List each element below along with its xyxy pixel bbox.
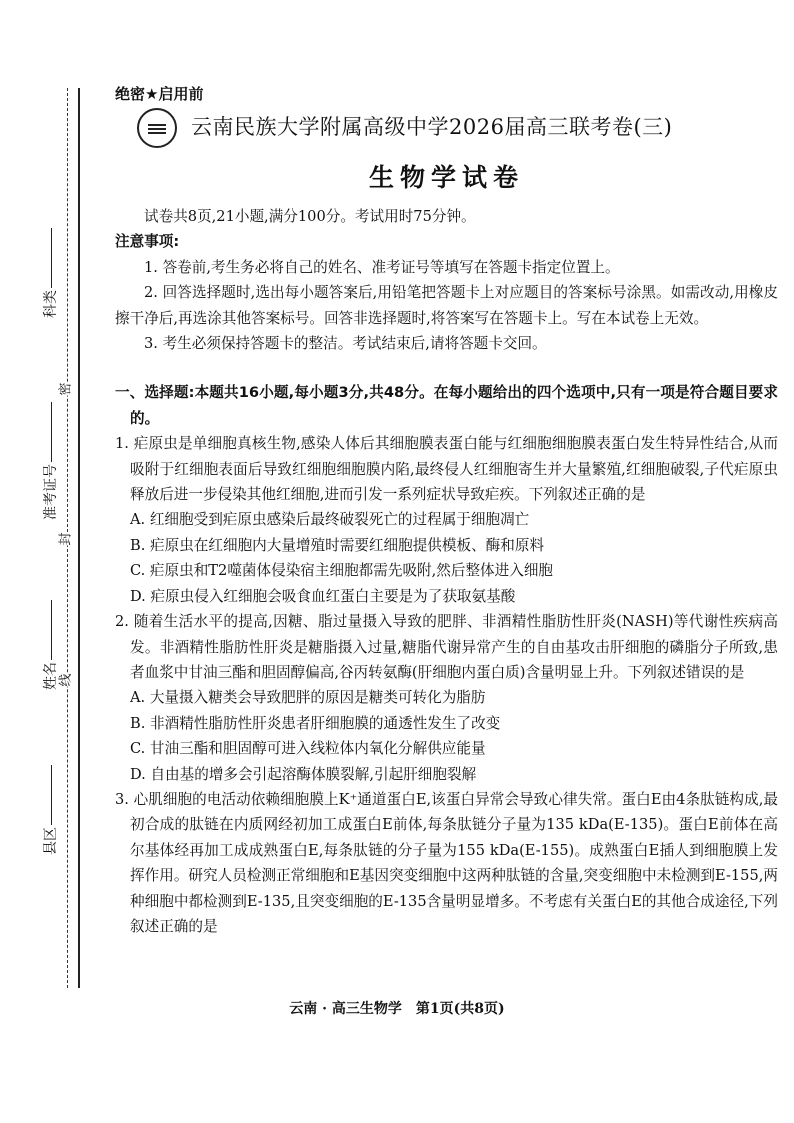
- field-district: 县区: [40, 765, 60, 855]
- question-stem: 2. 随着生活水平的提高,因糖、脂过量摄入导致的肥胖、非酒精性脂肪性肝炎(NASH)等代谢性疾病高发。非酒精性脂肪性肝炎是糖脂摄入过量,糖脂代谢异常产生的自由基攻击肝细胞的磷脂分子所致,患者血浆中甘油三酯和胆固醇偏高,谷丙转氨酶(肝细胞内蛋白质)含量明显上升。下列叙述错误的是: [115, 613, 778, 681]
- notice-item: 3. 考生必须保持答题卡的整洁。考试结束后,请将答题卡交回。: [144, 335, 547, 353]
- page-footer: 云南 · 高三生物学 第1页(共8页): [289, 1001, 505, 1017]
- option: C. 疟原虫和T2噬菌体侵染宿主细胞都需先吸附,然后整体进入细胞: [130, 562, 554, 580]
- intro: 试卷共8页,21小题,满分100分。考试用时75分钟。: [144, 208, 476, 225]
- option: D. 疟原虫侵入红细胞会吸食血红蛋白主要是为了获取氨基酸: [130, 587, 516, 605]
- seal-mark-mi: 密: [58, 382, 74, 396]
- title-row: [137, 108, 778, 148]
- notice-item: 2. 回答选择题时,选出每小题答案后,用铅笔把答题卡上对应题目的答案标号涂黑。如需改动,用橡皮擦干净后,再选涂其他答案标号。回答非选择题时,将答案写在答题卡上。写在本试卷上无效。: [115, 284, 778, 327]
- subject-title: 生物学试卷: [368, 163, 524, 192]
- field-name: 姓名: [40, 600, 60, 690]
- option: B. 疟原虫在红细胞内大量增殖时需要红细胞提供模板、酶和原料: [130, 536, 545, 554]
- option: C. 甘油三酯和胆固醇可进入线粒体内氧化分解供应能量: [130, 740, 486, 758]
- notice-heading: 注意事项:: [115, 233, 180, 251]
- binding-line: [78, 88, 80, 988]
- page-content: [115, 82, 778, 939]
- seal-mark-feng: 封: [58, 532, 74, 546]
- question-1: [115, 431, 778, 609]
- seal-mark-xian: 线: [58, 673, 74, 687]
- question-stem: 3. 心肌细胞的电活动依赖细胞膜上K⁺通道蛋白E,该蛋白异常会导致心律失常。蛋白E由4条肽链构成,最初合成的肽链在内质网经初加工成蛋白E前体,每条肽链分子量为135 kDa(E-135)。蛋白E前体在高尔基体经再加工成成熟蛋白E,每条肽链的分子量为155 kDa(E-155)。成熟蛋白E插人到细胞膜上发挥作用。研究人员检测正常细胞和E基因突变细胞中这两种肽链的含量,突变细胞中未检测到E-155,两种细胞中都检测到E-135,且突变细胞的E-135含量明显增多。不考虑有关蛋白E的其他合成途径,下列叙述正确的是: [115, 790, 778, 935]
- question-stem: 1. 疟原虫是单细胞真核生物,感染人体后其细胞膜表蛋白能与红细胞细胞膜表蛋白发生特异性结合,从而吸附于红细胞表面后导致红细胞细胞膜内陷,最终侵人红细胞寄生并大量繁殖,红细胞破裂,子代疟原虫释放后进一步侵染其他红细胞,进而引发一系列症状导致疟疾。下列叙述正确的是: [115, 435, 778, 504]
- option: A. 红细胞受到疟原虫感染后最终破裂死亡的过程属于细胞凋亡: [130, 511, 530, 529]
- field-category: 科类: [40, 228, 60, 318]
- option: A. 大量摄入糖类会导致肥胖的原因是糖类可转化为脂肪: [130, 689, 486, 707]
- question-3: [115, 787, 778, 939]
- school-title: 云南民族大学附属高级中学2026届高三联考卷(三): [191, 115, 673, 140]
- option: D. 自由基的增多会引起溶酶体膜裂解,引起肝细胞裂解: [130, 765, 477, 783]
- option: B. 非酒精性脂肪性肝炎患者肝细胞膜的通透性发生了改变: [130, 714, 501, 732]
- question-2: [115, 609, 778, 787]
- field-exam-number: 准考证号: [40, 402, 60, 520]
- secret-label: 绝密★启用前: [115, 85, 204, 103]
- school-logo-icon: [137, 108, 177, 148]
- notice-item: 1. 答卷前,考生务必将自己的姓名、准考证号等填写在答题卡指定位置上。: [144, 258, 620, 276]
- section-heading: 一、选择题:本题共16小题,每小题3分,共48分。在每小题给出的四个选项中,只有一项是符合题目要求的。: [115, 384, 778, 427]
